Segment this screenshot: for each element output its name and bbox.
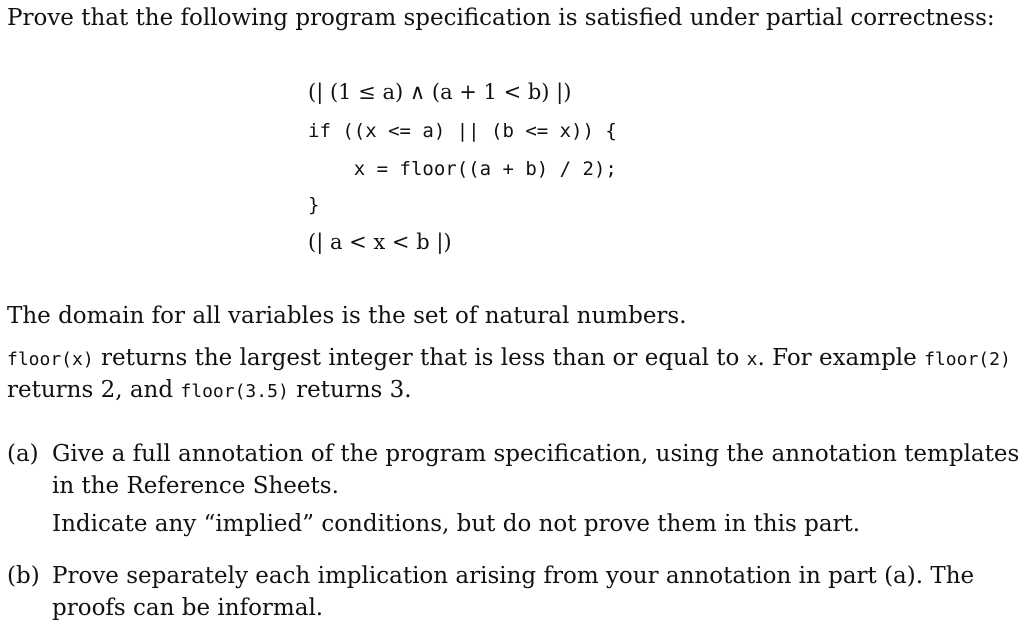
floor-definition-line1 [7, 342, 1019, 376]
floor-def-text3: returns 2, and [7, 377, 181, 403]
floor-def-text4: returns 3. [288, 377, 412, 403]
floor-definition-line2 [7, 374, 1019, 408]
code-line-close-brace: } [308, 194, 320, 216]
floor-def-text1: returns the largest integer that is less than or equal to [93, 345, 747, 371]
postcondition: (| a < x < b |) [308, 230, 452, 254]
code-line-assign: x = floor((a + b) / 2); [308, 158, 617, 180]
part-a-line2: in the Reference Sheets. [52, 473, 339, 499]
part-b-label: (b) [7, 563, 40, 589]
precondition: (| (1 ≤ a) ∧ (a + 1 < b) |) [308, 80, 572, 104]
code-line-if: if ((x <= a) || (b <= x)) { [308, 120, 617, 142]
part-a-line3: Indicate any “implied” conditions, but do not prove them in this part. [52, 511, 861, 537]
part-b-line1: Prove separately each implication arising from your annotation in part (a). The [52, 563, 975, 589]
part-b-line2: proofs can be informal. [52, 595, 324, 621]
part-a-label: (a) [7, 441, 39, 467]
domain-statement: The domain for all variables is the set of natural numbers. [7, 303, 687, 329]
intro-text: Prove that the following program specification is satisfied under partial correctness: [7, 5, 995, 31]
floor-def-text2: . For example [757, 345, 925, 371]
code-floor-2: floor(2) [924, 349, 1011, 370]
code-x: x [746, 349, 758, 370]
code-floor-x: floor(x) [7, 349, 94, 370]
part-a-line1: Give a full annotation of the program specification, using the annotation templates [52, 441, 1020, 467]
code-floor-3-5: floor(3.5) [180, 381, 289, 402]
